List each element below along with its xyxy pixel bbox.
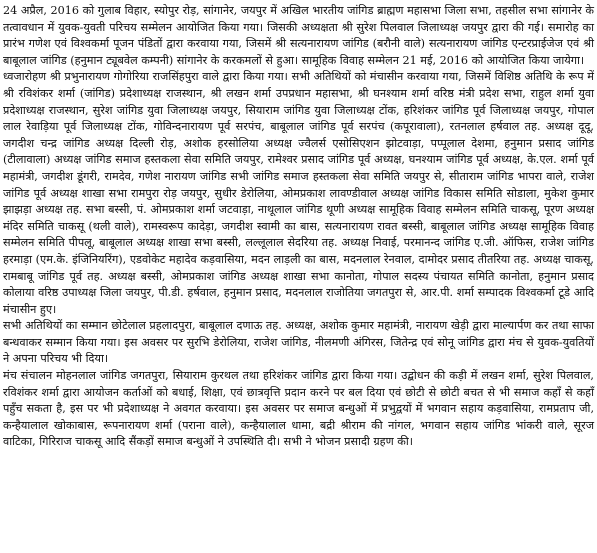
paragraph-guests-on-stage: ध्वजारोहण श्री प्रभुनारायण गोगोरिया राजसिंहपुरा वाले द्वारा किया गया। सभी अतिथियों को मंचासीन करवाया गया, जिसमें विशिष्ठ अतिथि के रूप में श्री रविशंकर शर्मा (जांगिड) प्रदेशाध्यक्ष राजस्थान, श्री लखन शर्मा उपप्रधान महासभा, श्री घनश्याम शर्मा वरिष्ठ मंत्री प्रदेश सभा, राहुल शर्मा युवा प्रदेशाध्यक्ष राजस्थान, सुरेश जांगिड युवा जिलाध्यक्ष जयपुर, सियाराम जांगिड युवा जिलाध्यक्ष टोंक, हरिशंकर जांगिड पूर्व जिलाध्यक्ष जयपुर, गोपाल लाल रेवाड़िया पूर्व जिलाध्यक्ष टोंक, गोविन्दनारायण पूर्व सरपंच, बाबूलाल जांगिड पूर्व सरपंच (कपूरावाला), रतनलाल हर्षवाल तह. अध्यक्ष दूदू, जगदीश चन्द्र जांगिड अध्यक्ष दिल्ली रोड़, अशोक हरसोलिया अध्यक्ष ज्वैलर्स एसोसिएशन झोटवाड़ा, पप्पूलाल देशमा, हनुमान प्रसाद जांगिड (टीलावाला) अध्यक्ष जांगिड समाज हस्तकला सेवा समिति जयपुर, रामेश्वर प्रसाद जांगिड पूर्व अध्यक्ष, घनश्याम जांगिड पूर्व अध्यक्ष, के.एल. शर्मा पूर्व महामंत्री, जगदीश डूंगरी, रामदेव, गणेश नारायण जांगिड सभी जांगिड समाज हस्तकला सेवा समिति जयपुर से, सीताराम जांगिड भापरा वाले, राजेश जांगिड पूर्व अध्यक्ष शाखा सभा रामपुरा रोड़ जयपुर, सुधीर डेरोलिया, ओमप्रकाश लावण्डीवाल अध्यक्ष जांगिड विकास समिति सोडाला, मुकेश कुमार झाझड़ा अध्यक्ष तह. सभा बस्सी, पं. ओमप्रकाश शर्मा जटवाड़ा, नाथूलाल जांगिड थूणी अध्यक्ष सामूहिक विवाह सम्मेलन समिति चाकसू, पूरण अध्यक्ष मंदिर समिति चाकसू (थली वाले), रामस्वरूप कादेड़ा, जगदीश स्वामी का बास, सत्यनारायण रावत बस्सी, बाबूलाल जांगिड अध्यक्ष सामूहिक विवाह सम्मेलन समिति पीपलू, बाबूलाल अध्यक्ष शाखा सभा बस्सी, लल्लूलाल सेदरिया तह. अध्यक्ष निवाई, परमानन्द जांगिड ए.जी. ऑफिस, राजेश जांगिड हरमाड़ा (एम.के. इंजिनियरिंग), एडवोकेट महादेव कड़वासिया, मदन लाड़ली का बास, मदनलाल रेनवाल, दामोदर प्रसाद तीतरिया तह. अध्यक्ष चाकसू, रामबाबू जांगिड पूर्व तह. अध्यक्ष बस्सी, ओमप्रकाश जांगिड अध्यक्ष शाखा सभा कानोता, गोपाल सदस्य पंचायत समिति कानोता, हनुमान प्रसाद कोलाया वरिष्ठ उपाध्यक्ष जिला जयपुर, पी.डी. हर्षवाल, हनुमान प्रसाद, मदनलाल राजोतिया जगतपुरा से, आर.पी. शर्मा सम्पादक विश्वकर्मा टूडे आदि मंचासीन हुए। — [3, 70, 594, 316]
paragraph-stage-conduct: मंच संचालन मोहनलाल जांगिड जगतपुरा, सियाराम कुरथल तथा हरिशंकर जांगिड द्वारा किया गया। उद्बोधन की कड़ी में लखन शर्मा, सुरेश पिलवाल, रविशंकर शर्मा द्वारा आयोजन कर्ताओं को बधाई, शिक्षा, एवं छात्रवृत्ति प्रदान करने पर बल दिया एवं छोटी से छोटी बचत से भी समाज कहाँ से कहाँ पहुँच सकता है, इस पर भी प्रदेशाध्यक्ष ने अवगत करवाया। इस अवसर पर समाज बन्धुओं में प्रभुद्वयों में भगवान सहाय कड़वासिया, रामप्रताप जी, कन्हैयालाल खोकाबास, रूपनारायण शर्मा (पराना वाले), कन्हैयालाल धामा, बद्री श्रीराम की नांगल, भगवान सहाय जांगिड भांकरी वाले, सूरज वाटिका, गिरिराज चाकसू आदि सैंकड़ों समाज बन्धुओं ने उपस्थिति दी। सभी ने भोजन प्रसादी ग्रहण की। — [3, 369, 594, 449]
paragraph-guest-honour: सभी अतिथियों का सम्मान छोटेलाल प्रहलादपुरा, बाबूलाल दणाऊ तह. अध्यक्ष, अशोक कुमार महामंत्री, नारायण खेड़ी द्वारा माल्यार्पण कर तथा साफा बन्धवाकर सम्मान किया गया। इस अवसर पर सुरभि डेरोलिया, राजेश जांगिड, नीलमणी अंगिरस, जितेन्द्र एवं सोनू जांगिड द्वारा मंच से युवक-युवतियों ने अपना परिचय भी दिया। — [3, 319, 594, 366]
paragraph-event-intro: 24 अप्रैल, 2016 को गुलाब विहार, स्योपुर रोड़, सांगानेर, जयपुर में अखिल भारतीय जांगिड ब्राह्मण महासभा जिला सभा, तहसील सभा सांगानेर के तत्वावधान में युवक-युवती परिचय सम्मेलन आयोजित किया गया। जिसकी अध्यक्षता श्री सुरेश पिलवाल जिलाध्यक्ष जयपुर द्वारा की गई। समारोह का प्रारंभ गणेश एवं विश्वकर्मा पूजन पंडितों द्वारा करवाया गया, जिसमें श्री सत्यनारायण जांगिड (बरौनी वाले) सत्यनारायण जांगिड एन्टरप्राईजेज एवं श्री बाबूलाल जांगिड (हनुमान ट्यूबवेल कम्पनी) सांगानेर के करकमलों से हुआ। सामूहिक विवाह सम्मेलन 21 मई, 2016 को आयोजित किया जायेगा। — [3, 4, 594, 67]
